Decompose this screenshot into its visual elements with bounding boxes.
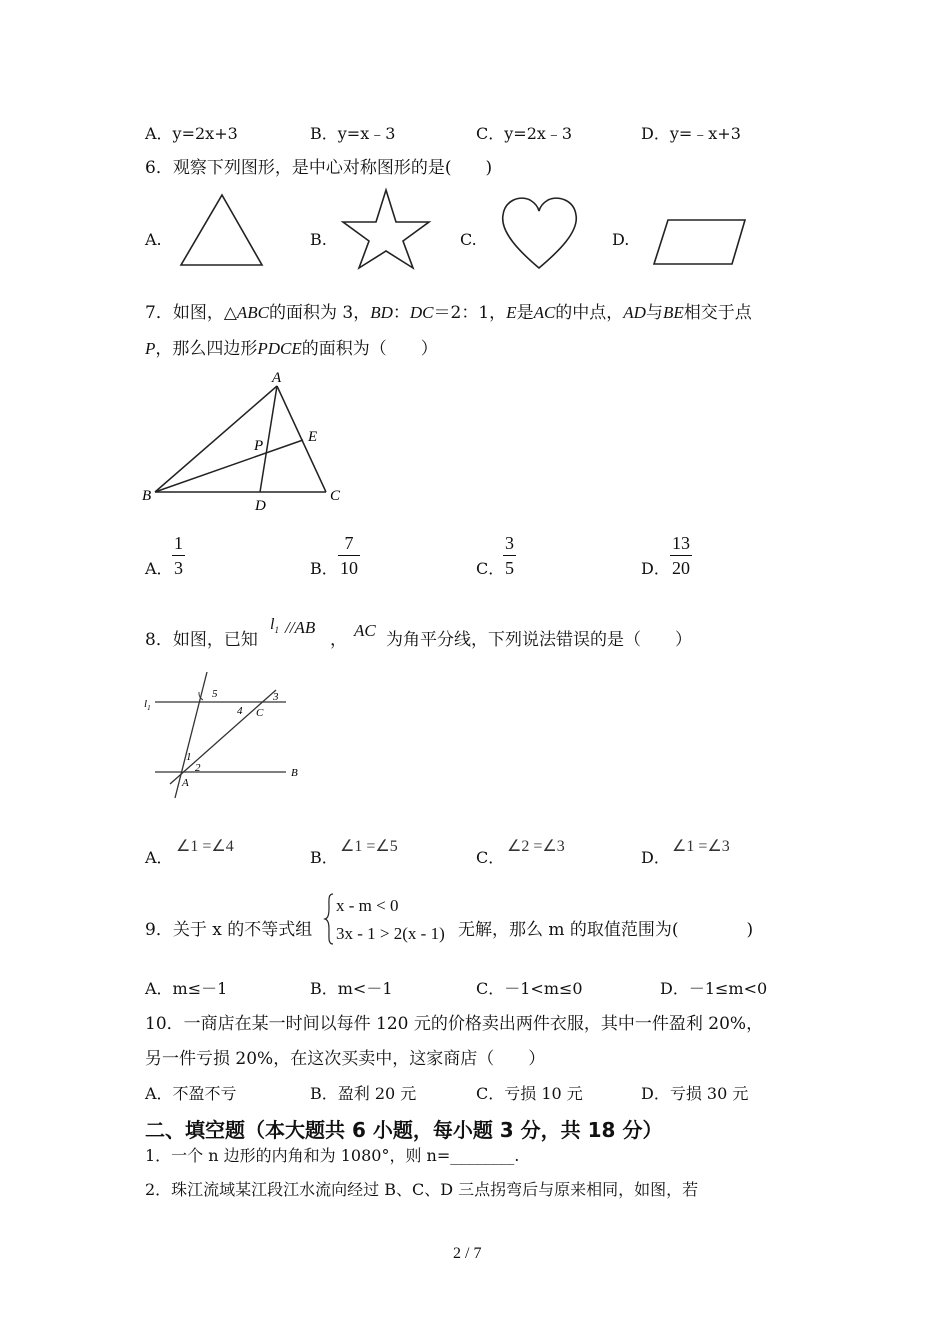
q8-option-c-letter: C． xyxy=(476,848,505,867)
q9-inequality-2: 3x - 1 > 2(x - 1) xyxy=(336,924,445,943)
q9-option-c: C．－1<m≤0 xyxy=(476,979,583,998)
q7-option-d-fraction: 13 20 xyxy=(672,533,690,578)
q10-option-a: A．不盈不亏 xyxy=(145,1084,237,1103)
q8-option-d-expr: ∠1 =∠3 xyxy=(672,838,730,855)
q6-label-a: A. xyxy=(145,230,162,249)
q7-option-a-letter: A． xyxy=(145,559,173,578)
q9-option-b: B．m<－1 xyxy=(310,979,393,998)
q7-label-e: E xyxy=(308,429,318,445)
q6-stem: 6．观察下列图形，是中心对称图形的是( ) xyxy=(145,158,493,178)
q8-stem-b: 为角平分线，下列说法错误的是（ ） xyxy=(386,630,692,650)
page-number: 2 / 7 xyxy=(453,1245,482,1262)
q8-option-c-expr: ∠2 =∠3 xyxy=(507,838,565,855)
q5-option-c: C．y=2x﹣3 xyxy=(476,124,573,143)
q8-label-4: 4 xyxy=(237,705,243,717)
section-2-heading: 二、填空题（本大题共 6 小题，每小题 3 分，共 18 分） xyxy=(145,1118,663,1142)
q8-label-b: B xyxy=(291,767,298,779)
q7-option-b-fraction: 7 10 xyxy=(340,533,358,578)
q5-option-a: A．y=2x+3 xyxy=(145,124,238,143)
q6-label-b: B. xyxy=(310,230,327,249)
q8-option-a-letter: A． xyxy=(145,848,173,867)
q7-option-c-fraction: 3 5 xyxy=(505,533,514,578)
q8-label-3: 3 xyxy=(273,691,279,703)
q9-inequality-1: x - m < 0 xyxy=(336,896,399,915)
q9-option-d: D．－1≤m<0 xyxy=(660,979,768,998)
q8-option-b-expr: ∠1 =∠5 xyxy=(340,838,398,855)
q7-option-d-letter: D． xyxy=(641,559,670,578)
q8-stem-a: 8．如图，已知 xyxy=(145,630,258,650)
fill-question-2: 2．珠江流域某江段江水流向经过 B、C、D 三点拐弯后与原来相同，如图，若 xyxy=(145,1180,699,1199)
q8-l1: $l_1$ xyxy=(270,616,279,636)
q9-stem-a: 9．关于 x 的不等式组 xyxy=(145,920,313,940)
q8-option-b-letter: B． xyxy=(310,848,338,867)
q7-label-p: P xyxy=(254,438,264,454)
q7-label-d: D xyxy=(255,498,266,514)
q6-label-d: D. xyxy=(612,230,630,249)
q10-option-c: C．亏损 10 元 xyxy=(476,1084,583,1103)
q8-label-c: C xyxy=(256,707,264,719)
q8-ac: AC xyxy=(354,621,376,640)
q9-option-a: A．m≤－1 xyxy=(145,979,228,998)
q5-option-b: B．y=x﹣3 xyxy=(310,124,396,143)
q8-label-5: 5 xyxy=(212,688,218,700)
q5-option-d: D．y=﹣x+3 xyxy=(641,124,741,143)
q7-line1: 7．如图，△ABC的面积为 3，BD：DC＝2：1，E是AC的中点，AD与BE相交于点 xyxy=(145,303,752,323)
q8-label-a: A xyxy=(182,777,189,789)
q8-label-l1: $l_1$ xyxy=(144,698,151,712)
q6-label-c: C. xyxy=(460,230,477,249)
q8-label-1: 1 xyxy=(186,751,192,763)
q7-label-a: A xyxy=(272,370,282,386)
q7-label-b: B xyxy=(142,488,152,504)
q7-option-c-letter: C． xyxy=(476,559,505,578)
q8-label-2: 2 xyxy=(195,762,201,774)
q10-option-b: B．盈利 20 元 xyxy=(310,1084,417,1103)
q10-option-d: D．亏损 30 元 xyxy=(641,1084,749,1103)
q7-option-b-letter: B． xyxy=(310,559,338,578)
q9-stem-b: 无解，那么 m 的取值范围为( ) xyxy=(458,920,754,940)
q7-label-c: C xyxy=(330,488,341,504)
q7-option-a-fraction: 1 3 xyxy=(174,533,183,578)
q10-line1: 10．一商店在某一时间以每件 120 元的价格卖出两件衣服，其中一件盈利 20%， xyxy=(145,1014,764,1034)
q8-parallel-ab: //AB xyxy=(285,618,316,637)
q8-comma: ， xyxy=(330,630,347,650)
q7-line2: P，那么四边形PDCE的面积为（ ） xyxy=(145,339,438,359)
fill-question-1: 1．一个 n 边形的内角和为 1080°，则 n=________. xyxy=(145,1146,520,1165)
q8-option-d-letter: D． xyxy=(641,848,670,867)
q8-option-a-expr: ∠1 =∠4 xyxy=(176,838,234,855)
q10-line2: 另一件亏损 20%，在这次买卖中，这家商店（ ） xyxy=(145,1049,546,1069)
